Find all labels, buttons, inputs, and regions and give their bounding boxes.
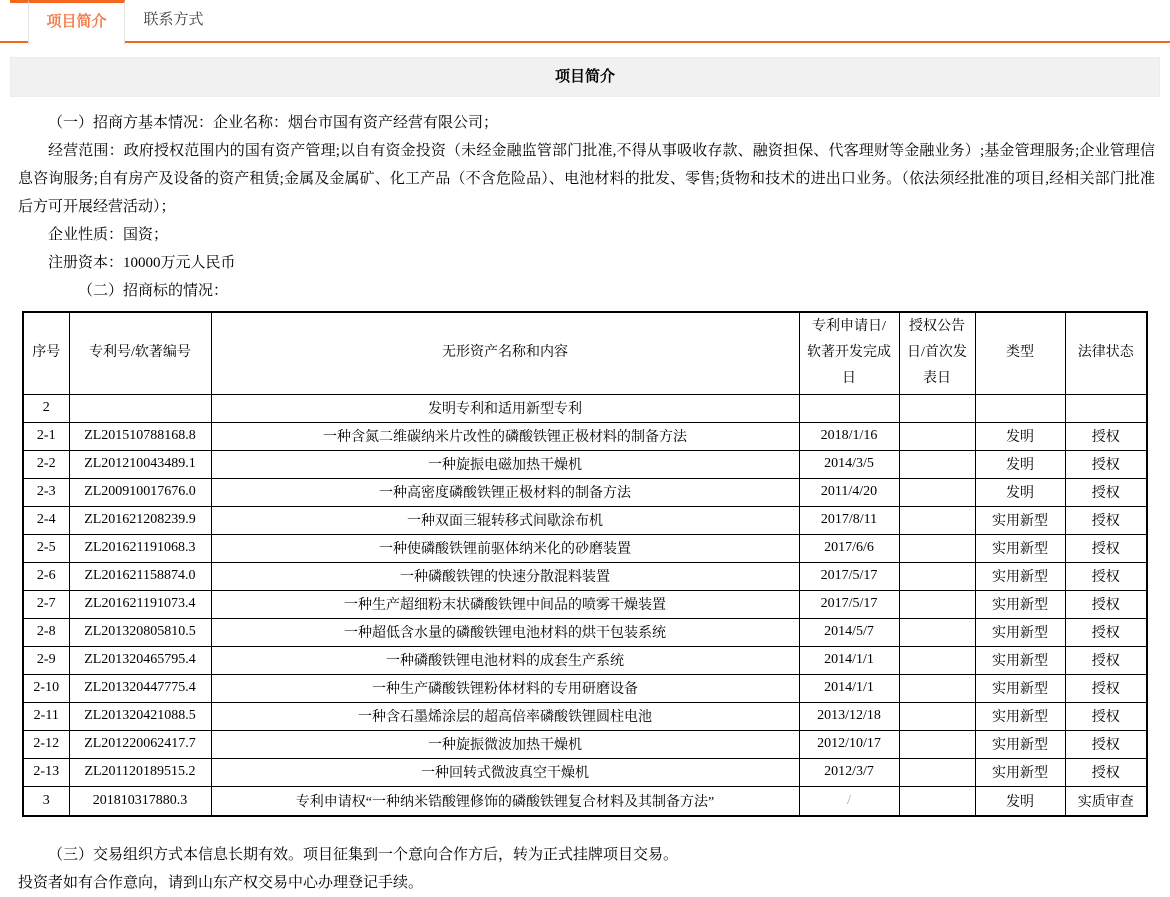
cell-type: 实用新型 — [975, 618, 1065, 646]
cell-grant-date — [899, 786, 975, 816]
cell-type: 发明 — [975, 478, 1065, 506]
cell-asset-name: 一种回转式微波真空干燥机 — [211, 758, 799, 786]
cell-apply-date: 2017/5/17 — [799, 590, 899, 618]
cell-asset-name: 一种超低含水量的磷酸铁锂电池材料的烘干包装系统 — [211, 618, 799, 646]
header-grant-date: 授权公告日/首次发表日 — [899, 312, 975, 394]
cell-patent-no: ZL201621191073.4 — [69, 590, 211, 618]
header-asset-name: 无形资产名称和内容 — [211, 312, 799, 394]
table-row — [23, 702, 1147, 730]
cell-grant-date — [899, 450, 975, 478]
cell-type: 发明 — [975, 786, 1065, 816]
footer-notes — [18, 841, 1155, 897]
tab-contact-info[interactable]: 联系方式 — [143, 12, 204, 28]
table-row — [23, 674, 1147, 702]
cell-asset-name: 一种旋振电磁加热干燥机 — [211, 450, 799, 478]
cell-seq: 2-3 — [23, 478, 69, 506]
cell-seq: 2-7 — [23, 590, 69, 618]
cell-apply-date: 2012/10/17 — [799, 730, 899, 758]
table-row — [23, 730, 1147, 758]
table-row — [23, 394, 1147, 422]
cell-type: 实用新型 — [975, 562, 1065, 590]
cell-seq: 2-13 — [23, 758, 69, 786]
cell-patent-no: ZL201120189515.2 — [69, 758, 211, 786]
cell-asset-name: 一种生产超细粉末状磷酸铁锂中间品的喷雾干燥装置 — [211, 590, 799, 618]
section-title: 项目简介 — [554, 69, 615, 85]
content-area — [0, 97, 1170, 897]
cell-asset-name: 一种含石墨烯涂层的超高倍率磷酸铁锂圆柱电池 — [211, 702, 799, 730]
cell-asset-name: 一种双面三辊转移式间歇涂布机 — [211, 506, 799, 534]
table-row — [23, 506, 1147, 534]
tab-project-intro[interactable]: 项目简介 — [28, 0, 125, 45]
cell-seq: 2-10 — [23, 674, 69, 702]
paragraph-trade-method: （三）交易组织方式本信息长期有效。项目征集到一个意向合作方后，转为正式挂牌项目交易。 — [48, 847, 679, 863]
cell-grant-date — [899, 674, 975, 702]
cell-type: 发明 — [975, 450, 1065, 478]
cell-seq: 2-5 — [23, 534, 69, 562]
cell-patent-no: ZL201320465795.4 — [69, 646, 211, 674]
cell-type: 实用新型 — [975, 758, 1065, 786]
cell-seq: 2-8 — [23, 618, 69, 646]
cell-grant-date — [899, 562, 975, 590]
cell-seq: 2-11 — [23, 702, 69, 730]
cell-legal-status: 授权 — [1065, 534, 1147, 562]
cell-apply-date: 2013/12/18 — [799, 702, 899, 730]
table-row — [23, 590, 1147, 618]
paragraph-registered-capital: 注册资本：10000万元人民币 — [48, 255, 236, 271]
cell-legal-status: 实质审查 — [1065, 786, 1147, 816]
cell-apply-date: 2017/8/11 — [799, 506, 899, 534]
assets-table-head — [23, 312, 1147, 394]
cell-legal-status: 授权 — [1065, 730, 1147, 758]
cell-legal-status — [1065, 394, 1147, 422]
cell-asset-name: 一种磷酸铁锂的快速分散混料装置 — [211, 562, 799, 590]
cell-grant-date — [899, 394, 975, 422]
cell-apply-date: 2014/3/5 — [799, 450, 899, 478]
cell-apply-date: 2011/4/20 — [799, 478, 899, 506]
cell-asset-name: 一种高密度磷酸铁锂正极材料的制备方法 — [211, 478, 799, 506]
cell-asset-name: 一种磷酸铁锂电池材料的成套生产系统 — [211, 646, 799, 674]
cell-legal-status: 授权 — [1065, 450, 1147, 478]
cell-type: 实用新型 — [975, 590, 1065, 618]
cell-seq: 2-12 — [23, 730, 69, 758]
cell-patent-no: ZL200910017676.0 — [69, 478, 211, 506]
cell-legal-status: 授权 — [1065, 618, 1147, 646]
assets-table-header-row — [23, 312, 1147, 394]
cell-grant-date — [899, 730, 975, 758]
paragraph-investor-note: 投资者如有合作意向，请到山东产权交易中心办理登记手续。 — [18, 875, 424, 891]
cell-type: 实用新型 — [975, 702, 1065, 730]
cell-patent-no: ZL201621208239.9 — [69, 506, 211, 534]
cell-type: 实用新型 — [975, 534, 1065, 562]
cell-seq: 2 — [23, 394, 69, 422]
cell-asset-name: 一种旋振微波加热干燥机 — [211, 730, 799, 758]
cell-patent-no: ZL201621191068.3 — [69, 534, 211, 562]
cell-grant-date — [899, 422, 975, 450]
table-row — [23, 618, 1147, 646]
cell-patent-no: ZL201320421088.5 — [69, 702, 211, 730]
cell-seq: 2-9 — [23, 646, 69, 674]
table-row — [23, 422, 1147, 450]
assets-table-body — [23, 394, 1147, 816]
cell-patent-no: ZL201320805810.5 — [69, 618, 211, 646]
cell-apply-date: 2018/1/16 — [799, 422, 899, 450]
header-seq: 序号 — [23, 312, 69, 394]
cell-legal-status: 授权 — [1065, 562, 1147, 590]
cell-patent-no: ZL201510788168.8 — [69, 422, 211, 450]
cell-patent-no: ZL201210043489.1 — [69, 450, 211, 478]
cell-grant-date — [899, 758, 975, 786]
cell-type: 实用新型 — [975, 506, 1065, 534]
table-row — [23, 478, 1147, 506]
cell-legal-status: 授权 — [1065, 422, 1147, 450]
table-row — [23, 562, 1147, 590]
cell-legal-status: 授权 — [1065, 590, 1147, 618]
cell-grant-date — [899, 590, 975, 618]
cell-seq: 2-4 — [23, 506, 69, 534]
table-row — [23, 786, 1147, 816]
cell-seq: 2-1 — [23, 422, 69, 450]
header-legal-status: 法律状态 — [1065, 312, 1147, 394]
cell-grant-date — [899, 478, 975, 506]
cell-patent-no — [69, 394, 211, 422]
cell-patent-no: ZL201320447775.4 — [69, 674, 211, 702]
cell-asset-name: 发明专利和适用新型专利 — [211, 394, 799, 422]
cell-asset-name: 专利申请权“一种纳米锆酸锂修饰的磷酸铁锂复合材料及其制备方法” — [211, 786, 799, 816]
cell-asset-name: 一种使磷酸铁锂前驱体纳米化的砂磨装置 — [211, 534, 799, 562]
table-row — [23, 450, 1147, 478]
cell-apply-date: 2014/5/7 — [799, 618, 899, 646]
table-row — [23, 758, 1147, 786]
paragraph-business-scope: 经营范围：政府授权范围内的国有资产管理;以自有资金投资（未经金融监管部门批准,不得从事吸收存款、融资担保、代客理财等金融业务）;基金管理服务;企业管理信息咨询服务;自有房产及设备的资产租赁;金属及金属矿、化工产品（不含危险品）、电池材料的批发、零售;货物和技术的进出口业务。（依法须经批准的项目,经相关部门批准后方可开展经营活动）； — [18, 143, 1155, 215]
cell-apply-date: 2012/3/7 — [799, 758, 899, 786]
cell-seq: 2-6 — [23, 562, 69, 590]
cell-grant-date — [899, 618, 975, 646]
header-type: 类型 — [975, 312, 1065, 394]
cell-grant-date — [899, 534, 975, 562]
cell-legal-status: 授权 — [1065, 506, 1147, 534]
cell-patent-no: ZL201621158874.0 — [69, 562, 211, 590]
table-row — [23, 534, 1147, 562]
cell-legal-status: 授权 — [1065, 758, 1147, 786]
paragraph-basic-info: （一）招商方基本情况：企业名称：烟台市国有资产经营有限公司； — [48, 115, 499, 131]
cell-asset-name: 一种生产磷酸铁锂粉体材料的专用研磨设备 — [211, 674, 799, 702]
cell-apply-date: / — [799, 786, 899, 816]
section-title-bar — [10, 57, 1160, 97]
cell-apply-date: 2017/5/17 — [799, 562, 899, 590]
cell-apply-date: 2014/1/1 — [799, 674, 899, 702]
cell-seq: 2-2 — [23, 450, 69, 478]
cell-patent-no: 201810317880.3 — [69, 786, 211, 816]
cell-legal-status: 授权 — [1065, 646, 1147, 674]
table-row — [23, 646, 1147, 674]
cell-grant-date — [899, 506, 975, 534]
cell-type: 实用新型 — [975, 646, 1065, 674]
paragraph-enterprise-nature: 企业性质：国资； — [48, 227, 169, 243]
assets-table — [22, 311, 1148, 817]
cell-legal-status: 授权 — [1065, 478, 1147, 506]
cell-grant-date — [899, 646, 975, 674]
cell-type: 发明 — [975, 422, 1065, 450]
cell-apply-date: 2014/1/1 — [799, 646, 899, 674]
cell-type: 实用新型 — [975, 730, 1065, 758]
paragraph-target-heading: （二）招商标的情况： — [78, 283, 229, 299]
cell-seq: 3 — [23, 786, 69, 816]
header-apply-date: 专利申请日/软著开发完成日 — [799, 312, 899, 394]
header-patent-no: 专利号/软著编号 — [69, 312, 211, 394]
cell-grant-date — [899, 702, 975, 730]
cell-type: 实用新型 — [975, 674, 1065, 702]
tab-bar — [0, 0, 1170, 43]
cell-legal-status: 授权 — [1065, 702, 1147, 730]
cell-apply-date — [799, 394, 899, 422]
cell-apply-date: 2017/6/6 — [799, 534, 899, 562]
cell-patent-no: ZL201220062417.7 — [69, 730, 211, 758]
cell-legal-status: 授权 — [1065, 674, 1147, 702]
cell-asset-name: 一种含氮二维碳纳米片改性的磷酸铁锂正极材料的制备方法 — [211, 422, 799, 450]
cell-type — [975, 394, 1065, 422]
